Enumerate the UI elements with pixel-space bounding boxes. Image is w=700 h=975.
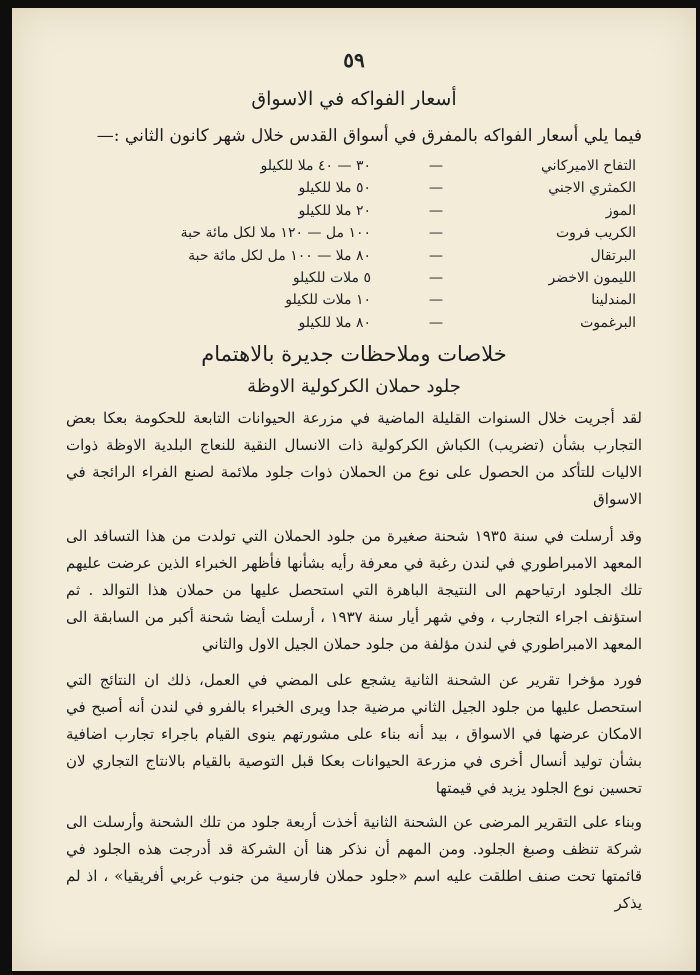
fruit-price: ٢٠ ملا للكيلو bbox=[298, 202, 371, 219]
fruit-name: الليمون الاخضر bbox=[548, 269, 636, 286]
paragraph: وقد أرسلت في سنة ١٩٣٥ شحنة صغيرة من جلود الحملان التي تولدت من هذا التسافد الى المعهد الامبراطوري في لندن رغبة في معرفة رأيه بشأنها فأظهر الخبراء الذين عرضت عليهم تلك الجلود ارتياحهم الى النتيجة الباهرة التي استحصل عليها من حملان هذا التوالد . ثم استؤنف اجراء التجارب ، وفي شهر أيار سنة ١٩٣٧ ، أرسلت أيضا شحنة أكبر من السابقة الى المعهد الامبراطوري في لندن مؤلفة من جلود حملان الجيل الاول والثاني bbox=[66, 527, 642, 653]
fruit-name: البرتقال bbox=[590, 247, 636, 264]
dash: — bbox=[429, 225, 443, 242]
fruit-price: ١٠٠ مل — ١٢٠ ملا لكل مائة حبة bbox=[180, 225, 371, 242]
price-row bbox=[76, 248, 636, 270]
fruit-price: ٥ ملات للكيلو bbox=[292, 269, 371, 286]
fruit-price: ١٠ ملات للكيلو bbox=[285, 292, 371, 309]
dash: — bbox=[429, 180, 443, 197]
paragraph: فورد مؤخرا تقرير عن الشحنة الثانية يشجع على المضي في العمل، ذلك ان النتائج التي استحصل عليها من جلود الجيل الثاني مرضية جدا ويرى الخبراء بالفرو في لندن أنه أصبح في الامكان عرضها في الاسواق ، بيد أنه بناء على مشورتهم ينوى القيام باجراء تجارب اضافية بشأن توليد أنسال أخرى في مزرعة الحيوانات بعكا قبل التوصية بالقيام بالانتاج التجاري لان تحسين نوع الجلود يزيد في قيمتها bbox=[66, 671, 642, 797]
fruit-price: ٨٠ ملا للكيلو bbox=[298, 314, 371, 331]
price-row bbox=[76, 180, 636, 202]
dash: — bbox=[429, 314, 443, 331]
fruit-name: البرغموت bbox=[580, 314, 636, 331]
price-row bbox=[76, 158, 636, 180]
price-row bbox=[76, 315, 636, 337]
price-row bbox=[76, 292, 636, 314]
fruit-price: ٣٠ — ٤٠ ملا للكيلو bbox=[260, 158, 371, 174]
fruit-price: ٨٠ ملا — ١٠٠ مل لكل مائة حبة bbox=[188, 247, 371, 264]
dash: — bbox=[429, 158, 443, 174]
section-title: خلاصات وملاحظات جديرة بالاهتمام bbox=[201, 342, 507, 366]
price-row bbox=[76, 225, 636, 247]
dash: — bbox=[429, 269, 443, 286]
fruit-name: الكمثري الاجني bbox=[548, 180, 636, 197]
intro-line: فيما يلي أسعار الفواكه بالمفرق في أسواق القدس خلال شهر كانون الثاني :— bbox=[96, 126, 642, 146]
price-row bbox=[76, 203, 636, 225]
dash: — bbox=[429, 202, 443, 219]
fruit-name: المندلينا bbox=[591, 292, 636, 309]
dash: — bbox=[429, 292, 443, 309]
paragraph: لقد أجريت خلال السنوات القليلة الماضية في مزرعة الحيوانات التابعة للحكومة بعكا بعض التجارب بشأن (تضريب) الكباش الكركولية ذات الانسال النقية للنعاج البلدية الاوظة ذوات الاليات للتأكد من الحصول على نوع من الحملان ذوات جلود ملائمة لصنع الفراء الرائجة في الاسواق bbox=[66, 409, 642, 508]
subsection-title: جلود حملان الكركولية الاوظة bbox=[247, 376, 461, 397]
dash: — bbox=[429, 247, 443, 264]
fruit-name: الموز bbox=[605, 202, 636, 219]
paragraph: وبناء على التقرير المرضى عن الشحنة الثانية أخذت أربعة جلود من تلك الشحنة وأرسلت الى شركة تنظف وصبغ الجلود. ومن المهم أن نذكر هنا أن الشركة قد أدرجت هذه الجلود في قائمتها تحت صنف اطلقت عليه اسم «جلود حملان فارسية من جنوب غربي أفريقيا» ، اذ لم يذكر bbox=[66, 813, 642, 912]
price-row bbox=[76, 270, 636, 292]
fruit-name: الكريب فروت bbox=[555, 225, 636, 242]
page-number: ٥٩ bbox=[343, 48, 365, 72]
fruit-name: التفاح الاميركاني bbox=[540, 158, 636, 174]
fruit-price: ٥٠ ملا للكيلو bbox=[298, 180, 371, 197]
price-list bbox=[76, 158, 636, 337]
document-page bbox=[12, 8, 696, 971]
page-title: أسعار الفواكه في الاسواق bbox=[251, 88, 457, 110]
